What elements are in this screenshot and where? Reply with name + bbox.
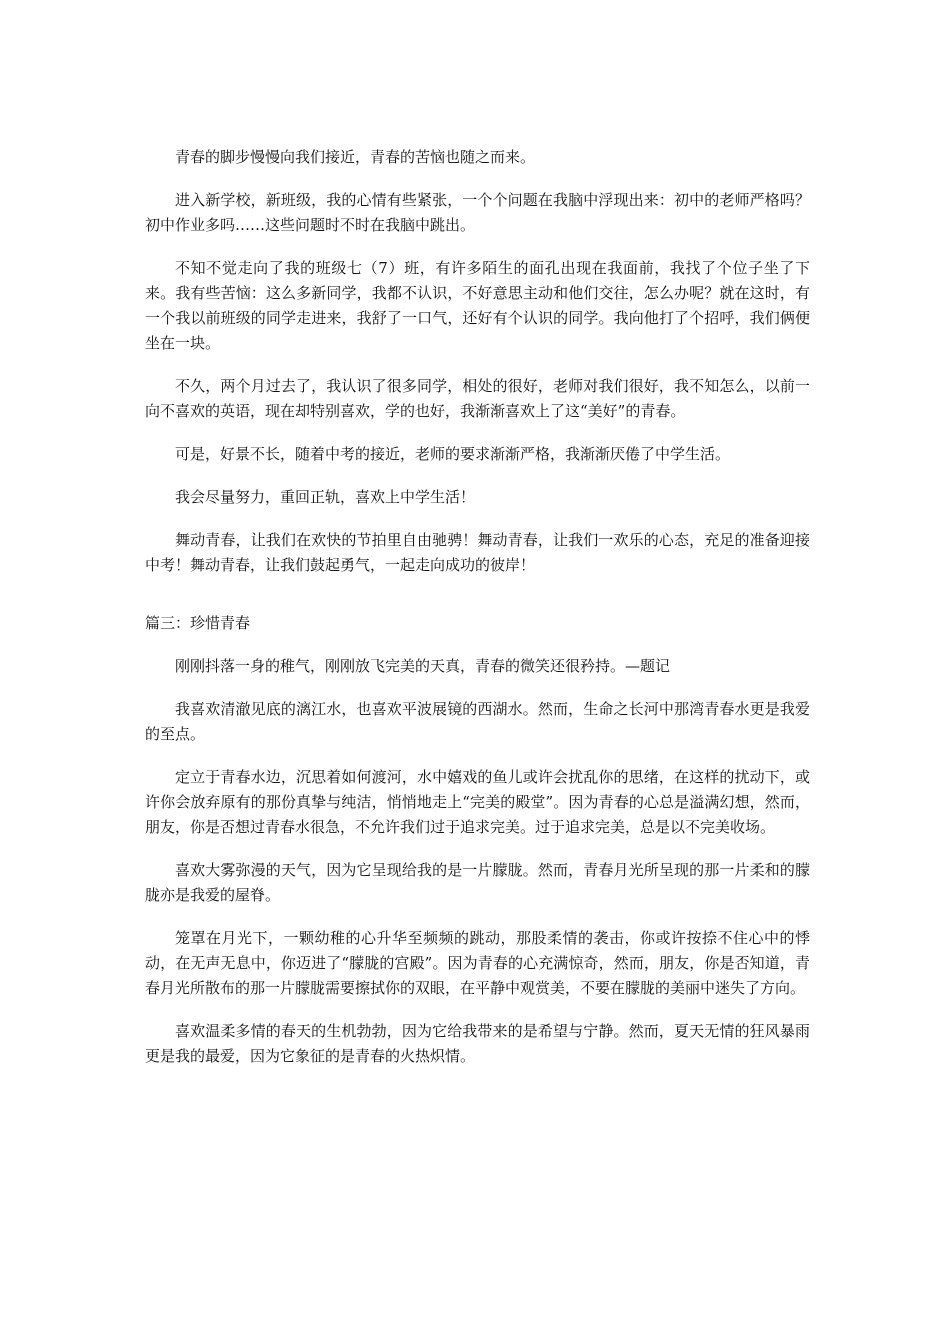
paragraph: 不久，两个月过去了，我认识了很多同学，相处的很好，老师对我们很好，我不知怎么，以前一向不喜欢的英语，现在却特别喜欢，学的也好，我渐渐喜欢上了这“美好”的青春。	[145, 377, 810, 420]
paragraph: 不知不觉走向了我的班级七（7）班，有许多陌生的面孔出现在我面前，我找了个位子坐了下来。我有些苦恼：这么多新同学，我都不认识，不好意思主动和他们交往，怎么办呢？就在这时，有一个我以前班级的同学走进来，我舒了一口气，还好有个认识的同学。我向他打了个招呼，我们俩便坐在一块。	[145, 259, 810, 352]
paragraph: 我会尽量努力，重回正轨，喜欢上中学生活！	[175, 488, 476, 506]
paragraph: 我喜欢清澈见底的漓江水，也喜欢平波展镜的西湖水。然而，生命之长河中那湾青春水更是我爱的至点。	[145, 700, 810, 743]
paragraph: 笼罩在月光下，一颗幼稚的心升华至频频的跳动，那股柔情的袭击，你或许按捺不住心中的悸动，在无声无息中，你迈进了“朦胧的宫殿”。因为青春的心充满惊奇，然而，朋友，你是否知道，青春月光所散布的那一片朦胧需要擦拭你的双眼，在平静中观赏美，不要在朦胧的美丽中迷失了方向。	[145, 929, 810, 997]
paragraph: 喜欢温柔多情的春天的生机勃勃，因为它给我带来的是希望与宁静。然而，夏天无情的狂风暴雨更是我的最爱，因为它象征的是青春的火热炽情。	[145, 1022, 810, 1065]
section-heading: 篇三：珍惜青春	[145, 614, 251, 632]
paragraph: 青春的脚步慢慢向我们接近，青春的苦恼也随之而来。	[175, 148, 536, 166]
paragraph: 定立于青春水边，沉思着如何渡河，水中嬉戏的鱼儿或许会扰乱你的思绪，在这样的扰动下，或许你会放弃原有的那份真挚与纯洁，悄悄地走上“完美的殿堂”。因为青春的心总是溢满幻想，然而，朋友，你是否想过青春水很急，不允许我们过于追求完美。过于追求完美，总是以不完美收场。	[145, 768, 810, 836]
document-page	[145, 145, 810, 1087]
paragraph: 喜欢大雾弥漫的天气，因为它呈现给我的是一片朦胧。然而，青春月光所呈现的那一片柔和的朦胧亦是我爱的屋脊。	[145, 861, 810, 904]
paragraph: 可是，好景不长，随着中考的接近，老师的要求渐渐严格，我渐渐厌倦了中学生活。	[175, 445, 731, 463]
paragraph: 进入新学校，新班级，我的心情有些紧张，一个个问题在我脑中浮现出来：初中的老师严格吗？初中作业多吗……这些问题时不时在我脑中跳出。	[145, 191, 810, 234]
epigraph: 刚刚抖落一身的稚气，刚刚放飞完美的天真，青春的微笑还很矜持。—题记	[175, 657, 671, 675]
paragraph: 舞动青春，让我们在欢快的节拍里自由驰骋！舞动青春，让我们一欢乐的心态，充足的准备迎接中考！舞动青春，让我们鼓起勇气，一起走向成功的彼岸！	[145, 531, 810, 574]
